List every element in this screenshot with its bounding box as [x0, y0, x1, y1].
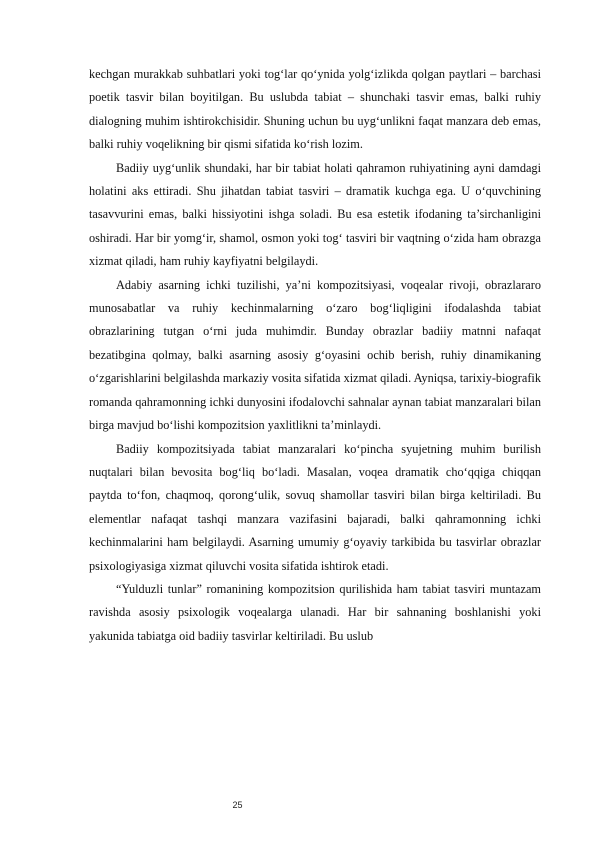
paragraph-adabiy-asar: Adabiy asarning ichki tuzilishi, ya’ni kompozitsiyasi, voqealar rivoji, obrazlararo munosabatlar va ruhiy kechinmalarning o‘zaro bog‘liqligini ifodalashda tabiat obrazlarining tutgan o‘rni juda muhimdir. Bunday obrazlar badiiy matnni nafaqat bezatibgina qolmay, balki asarning asosiy g‘oyasini ochib berish, ruhiy dinamikaning o‘zgarishlarini belgilashda markaziy vosita sifatida xizmat qiladi. Ayniqsa, tarixiy-biografik romanda qahramonning ichki dunyosini ifodalovchi sahnalar aynan tabiat manzaralari bilan birga mavjud bo‘lishi kompozitsion yaxlitlikni ta’minlaydi. [89, 277, 541, 433]
paragraph-badiiy-kompozitsiya: Badiiy kompozitsiyada tabiat manzaralari ko‘pincha syujetning muhim burilish nuqtalari bilan bevosita bog‘liq bo‘ladi. Masalan, voqea dramatik cho‘qqiga chiqqan paytda to‘fon, chaqmoq, qorong‘ulik, sovuq shamollar tasviri bilan birga keltiriladi. Bu elementlar nafaqat tashqi manzara vazifasini bajaradi, balki qahramonning ichki kechinmalarini ham belgilaydi. Asarning umumiy g‘oyaviy tarkibida bu tasvirlar obrazlar psixologiyasiga xizmat qiluvchi vosita sifatida ishtirok etadi. [89, 441, 541, 573]
page-number-text: 25 [232, 800, 243, 810]
paragraph-yulduzli-tunlar: “Yulduzli tunlar” romanining kompozitsion qurilishida ham tabiat tasviri muntazam ravishda asosiy psixologik voqealarga ulanadi. Har bir sahnaning boshlanishi yoki yakunida tabiatga oid badiiy tasvirlar keltiriladi. Bu uslub [89, 581, 541, 643]
paragraph-continuation: kechgan murakkab suhbatlari yoki tog‘lar qo‘ynida yolg‘izlikda qolgan paytlari – barchasi poetik tasvir bilan boyitilgan. Bu uslubda tabiat – shunchaki tasvir emas, balki ruhiy dialogning muhim ishtirokchisidir. Shuning uchun bu uyg‘unlikni faqat manzara deb emas, balki ruhiy voqelikning bir qismi sifatida ko‘rish lozim. [89, 67, 541, 152]
document-page [89, 63, 541, 648]
page-number [0, 800, 595, 810]
paragraph-badiiy-uygunlik: Badiiy uyg‘unlik shundaki, har bir tabiat holati qahramon ruhiyatining ayni damdagi holatini aks ettiradi. Shu jihatdan tabiat tasviri – dramatik kuchga ega. U o‘quvchining tasavvurini emas, balki hissiyotini ishga soladi. Bu esa estetik ifodaning ta’sirchanligini oshiradi. Har bir yomg‘ir, shamol, osmon yoki tog‘ tasviri bir vaqtning o‘zida ham obrazga xizmat qiladi, ham ruhiy kayfiyatni belgilaydi. [89, 160, 541, 269]
